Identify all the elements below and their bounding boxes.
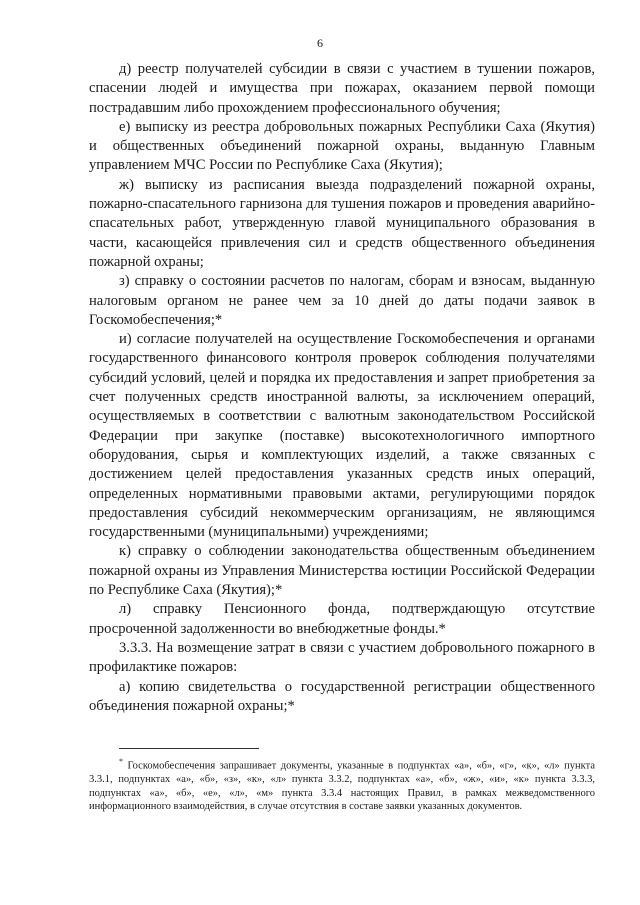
paragraph-l: л) справку Пенсионного фонда, подтверждающую отсутствие просроченной задолженности во внебюджетные фонды.*	[89, 601, 595, 637]
footnote-text: Госкомобеспечения запрашивает документы, указанные в подпунктах «а», «б», «г», «к», «л» пункта 3.3.1, подпунктах «а», «б», «з», «к», «л» пункта 3.3.2, подпунктах «а», «б», «ж», «и», «к» пункта 3.3.3, подпунктах «а», «б», «е», «л», «м» пункта 3.3.4 настоящих Правил, в рамках межведомственного информационного взаимодействия, в случае отсутствия в составе заявки указанных документов.	[89, 760, 596, 813]
paragraph-z: з) справку о состоянии расчетов по налогам, сборам и взносам, выданную налоговым органом не ранее чем за 10 дней до даты подачи заявок в Госкомобеспечения;*	[89, 273, 595, 328]
paragraph-a: а) копию свидетельства о государственной регистрации общественного объединения пожарной охраны;*	[89, 678, 595, 714]
paragraph-zh: ж) выписку из расписания выезда подразделений пожарной охраны, пожарно-спасательного гарнизона для тушения пожаров и проведения аварийно-спасательных работ, утвержденную главой муниципального образования в части, касающейся привлечения сил и средств общественного объединения пожарной охраны;	[89, 176, 595, 270]
body-text	[89, 60, 595, 716]
paragraph-e: е) выписку из реестра добровольных пожарных Республики Саха (Якутия) и общественных объединений пожарной охраны, выданную Главным управлением МЧС России по Республике Саха (Якутия);	[89, 118, 595, 174]
footnote-divider	[119, 748, 259, 749]
footnote-marker: *	[119, 757, 123, 766]
paragraph-i: и) согласие получателей на осуществление Госкомобеспечения и органами государственного финансового контроля проверок соблюдения получателями субсидий условий, целей и порядка их предоставления и запрет приобретения за счет полученных средств иностранной валюты, за исключением операций, осуществляемых в соответствии с валютным законодательством Российской Федерации при закупке (поставке) высокотехнологичного импортного оборудования, сырья и комплектующих изделий, а также связанных с достижением целей предоставления указанных средств иных операций, определенных нормативными правовыми актами, регулирующими порядок предоставления субсидий некоммерческим организациям, не являющимся государственными (муниципальными) учреждениями;	[89, 331, 595, 541]
paragraph-k: к) справку о соблюдении законодательства общественным объединением пожарной охраны из Управления Министерства юстиции Российской Федерации по Республике Саха (Якутия);*	[89, 543, 595, 599]
footnote	[89, 755, 595, 814]
paragraph-d: д) реестр получателей субсидии в связи с участием в тушении пожаров, спасении людей и имущества при пожарах, оказанием первой помощи пострадавшим либо прохождением профессионального обучения;	[89, 61, 595, 116]
section-3-3-3: 3.3.3. На возмещение затрат в связи с участием добровольного пожарного в профилактике пожаров:	[89, 639, 595, 676]
page-number: 6	[317, 36, 323, 50]
